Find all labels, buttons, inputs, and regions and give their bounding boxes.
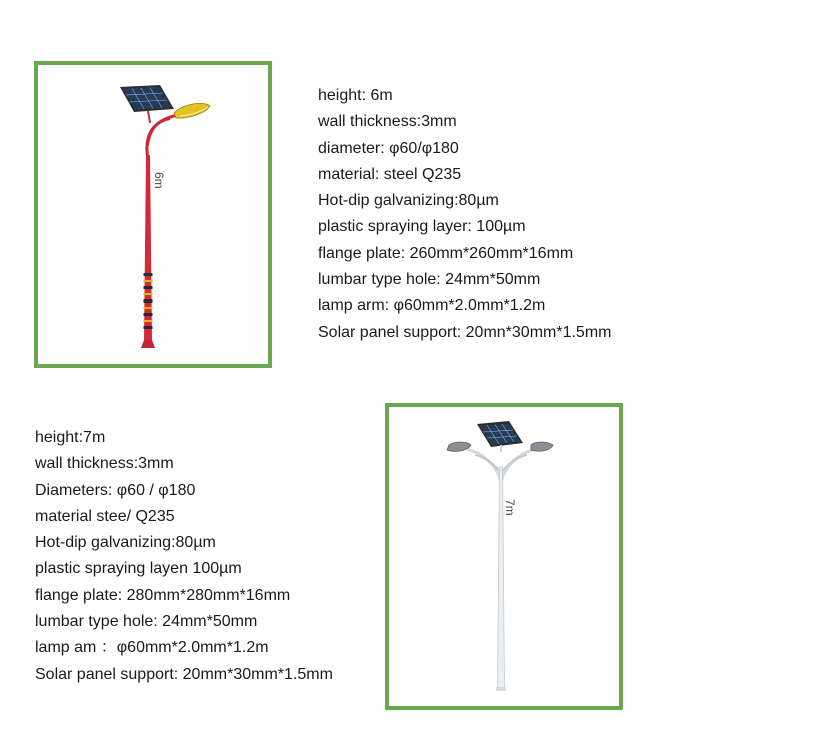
spec-height: height:7m — [35, 429, 106, 446]
spec-list-7m — [35, 425, 333, 688]
solar-street-light-7m-illustration — [389, 407, 619, 706]
solar-street-light-6m-illustration — [38, 65, 268, 364]
spec-galvanizing: Hot-dip galvanizing:80µm — [35, 534, 216, 552]
spec-material: material: steel Q235 — [318, 165, 462, 183]
product-image-frame-6m — [34, 61, 272, 368]
spec-diameter: diameter: φ60/φ180 — [318, 139, 459, 157]
solar-panel-icon — [477, 421, 523, 452]
spec-list-6m — [318, 83, 611, 346]
lamp-head-icon — [174, 103, 210, 118]
spec-spraying-layer: plastic spraying layen 100µm — [35, 560, 242, 578]
spec-spraying-layer: plastic spraying layer: 100µm — [318, 218, 526, 236]
height-marker: 7m — [503, 499, 517, 516]
spec-flange-plate: flange plate: 260mm*260mm*16mm — [318, 244, 574, 262]
spec-diameter: Diameters: φ60 / φ180 — [35, 481, 196, 499]
spec-height: height: 6m — [318, 87, 393, 104]
spec-material: material stee/ Q235 — [35, 507, 175, 525]
height-marker: 6m — [152, 172, 166, 189]
spec-panel-support: Solar panel support: 20mn*30mm*1.5mm — [318, 323, 612, 341]
spec-lumbar-hole: lumbar type hole: 24mm*50mm — [35, 613, 258, 631]
spec-wall-thickness: wall thickness:3mm — [35, 455, 174, 473]
spec-lumbar-hole: lumbar type hole: 24mm*50mm — [318, 271, 541, 289]
spec-flange-plate: flange plate: 280mm*280mm*16mm — [35, 586, 291, 604]
spec-lamp-arm: lamp arm: φ60mm*2.0mm*1.2m — [318, 297, 546, 315]
spec-lamp-arm: lamp am ：φ60mm*2.0mm*1.2m — [35, 639, 269, 657]
spec-panel-support: Solar panel support: 20mm*30mm*1.5mm — [35, 665, 333, 683]
product-image-frame-7m — [385, 403, 623, 710]
spec-wall-thickness: wall thickness:3mm — [318, 113, 457, 131]
spec-galvanizing: Hot-dip galvanizing:80µm — [318, 192, 499, 210]
